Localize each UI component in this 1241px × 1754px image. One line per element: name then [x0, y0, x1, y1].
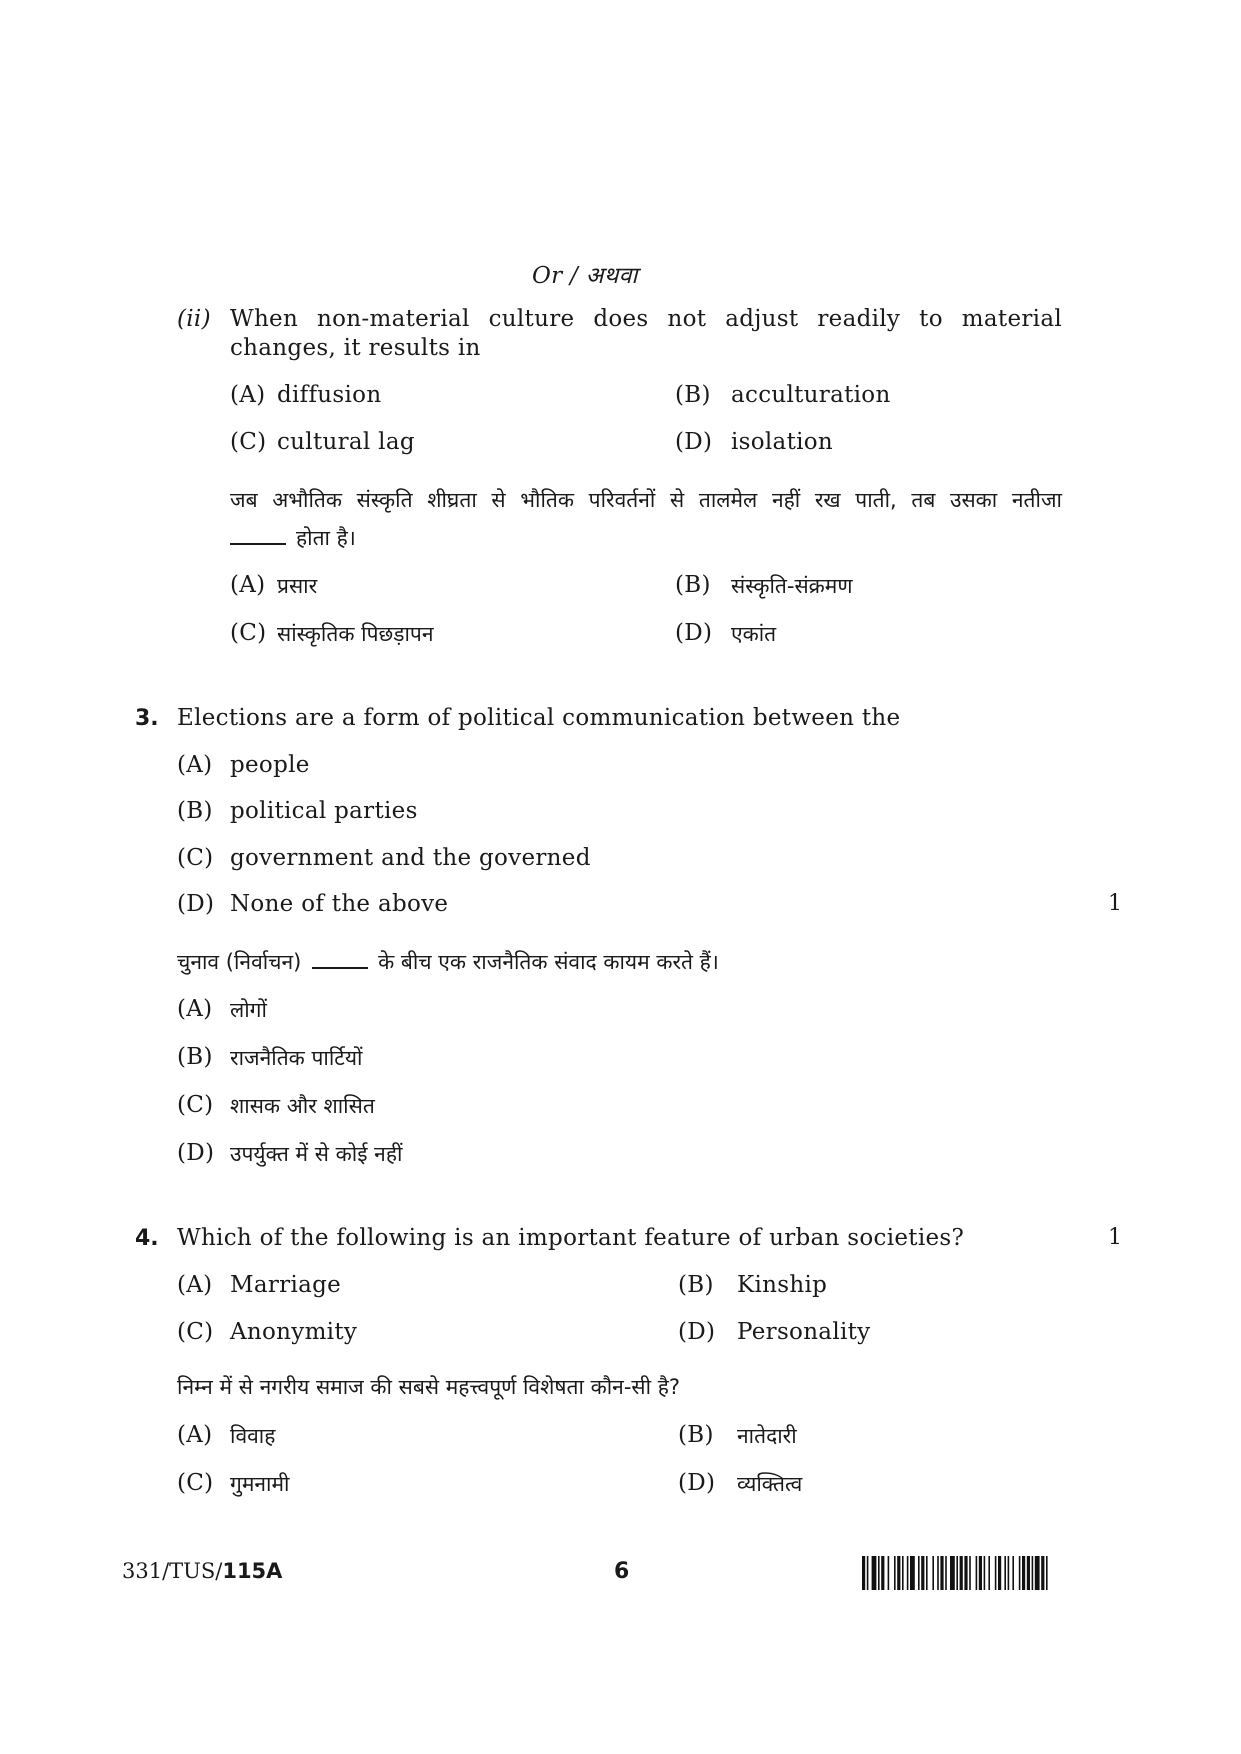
option-letter: (C)	[177, 845, 214, 871]
option-text: विवाह	[230, 1424, 276, 1448]
option-text: Personality	[737, 1319, 871, 1345]
option-text: political parties	[230, 798, 418, 824]
option-letter: (B)	[177, 1044, 213, 1070]
option-text: government and the governed	[230, 845, 591, 871]
option-text: नातेदारी	[737, 1424, 797, 1448]
option-text: एकांत	[731, 622, 777, 646]
question-text-hindi-line1: जब अभौतिक संस्कृति शीघ्रता से भौतिक परिवर्तनों से तालमेल नहीं रख पाती, तब उसका नतीजा	[230, 488, 1062, 512]
option-letter: (C)	[230, 620, 267, 646]
option-letter: (A)	[177, 1272, 213, 1298]
option-text: गुमनामी	[230, 1472, 290, 1496]
option-letter: (B)	[678, 1272, 714, 1298]
option-text: सांस्कृतिक पिछड़ापन	[277, 622, 434, 646]
option-letter: (B)	[675, 382, 711, 408]
option-letter: (D)	[177, 891, 215, 917]
option-letter: (B)	[177, 798, 213, 824]
barcode-icon	[862, 1556, 1122, 1590]
paper-code: 331/TUS/115A	[122, 1559, 283, 1583]
option-text: acculturation	[731, 382, 891, 408]
or-separator: Or / अथवा	[532, 263, 638, 289]
page-number: 6	[614, 1559, 630, 1584]
option-text: राजनैतिक पार्टियों	[230, 1046, 363, 1070]
option-letter: (B)	[675, 572, 711, 598]
option-text: isolation	[731, 429, 834, 455]
option-text: Kinship	[737, 1272, 828, 1298]
option-text: diffusion	[277, 382, 382, 408]
option-text: संस्कृति-संक्रमण	[731, 574, 853, 598]
option-letter: (A)	[230, 382, 266, 408]
question-text-hindi: चुनाव (निर्वाचन) के बीच एक राजनैतिक संवाद कायम करते हैं।	[177, 950, 719, 974]
answer-blank	[230, 543, 286, 545]
marks: 1	[1108, 1225, 1122, 1250]
option-letter: (C)	[177, 1470, 214, 1496]
question-number: 3.	[135, 706, 159, 731]
option-text: cultural lag	[277, 429, 415, 455]
option-letter: (C)	[230, 429, 267, 455]
option-text: Anonymity	[230, 1319, 358, 1345]
option-letter: (D)	[678, 1319, 716, 1345]
option-text: Marriage	[230, 1272, 342, 1298]
question-label: (ii)	[177, 306, 211, 332]
question-number: 4.	[135, 1226, 159, 1251]
option-text: उपर्युक्त में से कोई नहीं	[230, 1142, 403, 1166]
option-text: None of the above	[230, 891, 449, 917]
option-letter: (A)	[177, 1422, 213, 1448]
option-letter: (A)	[177, 752, 213, 778]
option-letter: (D)	[678, 1470, 716, 1496]
option-text: people	[230, 752, 310, 778]
question-text-line1: When non-material culture does not adjust readily to material	[230, 306, 1062, 332]
option-text: लोगों	[230, 998, 267, 1022]
option-text: व्यक्तित्व	[737, 1472, 803, 1496]
option-letter: (D)	[675, 429, 713, 455]
option-letter: (A)	[230, 572, 266, 598]
option-letter: (B)	[678, 1422, 714, 1448]
option-letter: (D)	[177, 1140, 215, 1166]
option-text: प्रसार	[277, 574, 318, 598]
question-text-hindi-line2: होता है।	[230, 524, 356, 552]
question-text: Elections are a form of political communication between the	[177, 705, 901, 731]
option-letter: (C)	[177, 1319, 214, 1345]
option-text: शासक और शासित	[230, 1094, 375, 1118]
question-text: Which of the following is an important feature of urban societies?	[177, 1225, 965, 1251]
question-text-line2: changes, it results in	[230, 335, 481, 361]
option-letter: (D)	[675, 620, 713, 646]
option-letter: (A)	[177, 996, 213, 1022]
option-letter: (C)	[177, 1092, 214, 1118]
marks: 1	[1108, 891, 1122, 916]
answer-blank	[312, 967, 368, 969]
question-text-hindi: निम्न में से नगरीय समाज की सबसे महत्त्वपूर्ण विशेषता कौन-सी है?	[177, 1375, 681, 1399]
